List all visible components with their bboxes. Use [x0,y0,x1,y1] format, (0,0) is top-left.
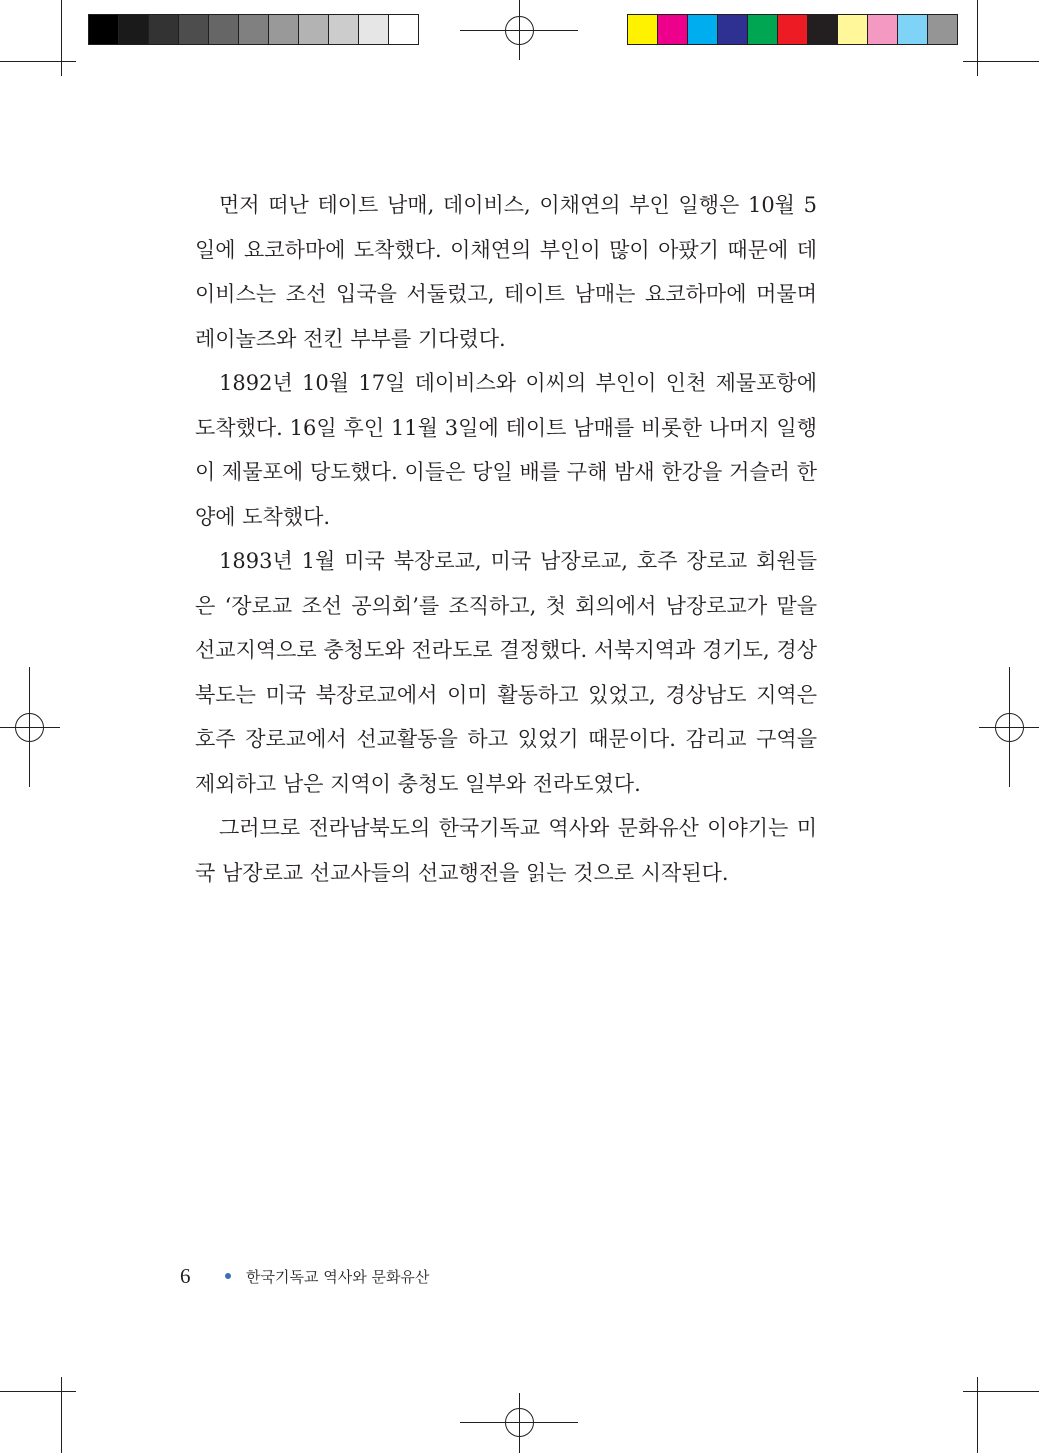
color-swatch [897,14,928,45]
paragraph: 1892년 10월 17일 데이비스와 이씨의 부인이 인천 제물포항에 도착했다. 16일 후인 11월 3일에 테이트 남매를 비롯한 나머지 일행이 제물포에 당도했다. 이들은 당일 배를 구해 밤새 한강을 거슬러 한양에 도착했다. [195,371,817,529]
crosshair-circle-icon [505,1408,534,1437]
crosshair-circle-icon [995,713,1024,742]
gray-swatch [148,14,179,45]
bullet-icon [225,1273,231,1279]
color-swatch [777,14,808,45]
gray-scale-bar [88,14,419,45]
gray-swatch [178,14,209,45]
gray-swatch [268,14,299,45]
crosshair-circle-icon [15,713,44,742]
color-swatch [747,14,778,45]
paragraph: 먼저 떠난 테이트 남매, 데이비스, 이채연의 부인 일행은 10월 5일에 요코하마에 도착했다. 이채연의 부인이 많이 아팠기 때문에 데이비스는 조선 입국을 서둘렀고, 테이트 남매는 요코하마에 머물며 레이놀즈와 전킨 부부를 기다렸다. [195,193,817,351]
crosshair-circle-icon [505,16,534,45]
gray-swatch [208,14,239,45]
gray-swatch [118,14,149,45]
running-head: 한국기독교 역사와 문화유산 [246,1267,430,1286]
color-swatch [927,14,958,45]
gray-swatch [328,14,359,45]
paragraph: 그러므로 전라남북도의 한국기독교 역사와 문화유산 이야기는 미국 남장로교 선교사들의 선교행전을 읽는 것으로 시작된다. [195,816,817,885]
page-number: 6 [180,1263,191,1288]
color-swatch [807,14,838,45]
gray-swatch [388,14,419,45]
color-swatch [717,14,748,45]
color-swatch [687,14,718,45]
gray-swatch [358,14,389,45]
color-swatch [627,14,658,45]
gray-swatch [298,14,329,45]
color-bar [627,14,958,45]
page-footer [180,1262,429,1290]
paragraph: 1893년 1월 미국 북장로교, 미국 남장로교, 호주 장로교 회원들은 ‘장로교 조선 공의회’를 조직하고, 첫 회의에서 남장로교가 맡을 선교지역으로 충청도와 전라도로 결정했다. 서북지역과 경기도, 경상북도는 미국 북장로교에서 이미 활동하고 있었고, 경상남도 지역은 호주 장로교에서 선교활동을 하고 있었기 때문이다. 감리교 구역을 제외하고 남은 지역이 충청도 일부와 전라도였다. [195,549,817,796]
color-swatch [657,14,688,45]
color-swatch [867,14,898,45]
gray-swatch [88,14,119,45]
gray-swatch [238,14,269,45]
body-text [195,183,817,895]
color-swatch [837,14,868,45]
